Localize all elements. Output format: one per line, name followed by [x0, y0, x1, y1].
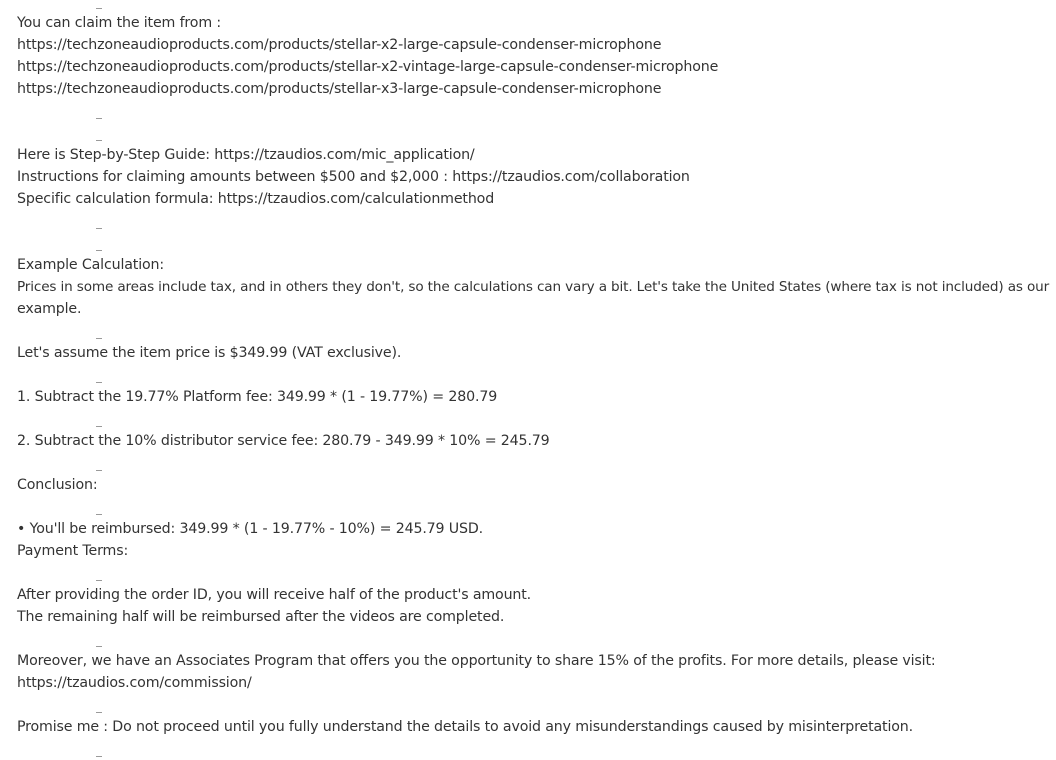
example-step2: 2. Subtract the 10% distributor service fee: 280.79 - 349.99 * 10% = 245.79 [17, 433, 550, 449]
conclusion-result: • You'll be reimbursed: 349.99 * (1 - 19.77% - 10%) = 245.79 USD. [17, 521, 484, 537]
payment-line2: The remaining half will be reimbursed after the videos are completed. [17, 609, 505, 625]
separator-mark [96, 382, 102, 383]
formula-line[interactable]: Specific calculation formula: https://tzaudios.com/calculationmethod [17, 191, 495, 207]
example-heading: Example Calculation: [17, 257, 164, 273]
commission-link[interactable]: https://tzaudios.com/commission/ [17, 675, 252, 691]
separator-mark [96, 756, 102, 757]
separator-mark [96, 118, 102, 119]
separator-mark [96, 646, 102, 647]
separator-mark [96, 140, 102, 141]
payment-heading: Payment Terms: [17, 543, 129, 559]
step-guide-line[interactable]: Here is Step-by-Step Guide: https://tzaudios.com/mic_application/ [17, 147, 475, 163]
example-note-line2: example. [17, 301, 82, 317]
separator-mark [96, 712, 102, 713]
claim-intro: You can claim the item from : [17, 15, 221, 31]
conclusion-heading: Conclusion: [17, 477, 98, 493]
example-step1: 1. Subtract the 19.77% Platform fee: 349.99 * (1 - 19.77%) = 280.79 [17, 389, 498, 405]
separator-mark [96, 8, 102, 9]
separator-mark [96, 228, 102, 229]
product-link-x2-vintage[interactable]: https://techzoneaudioproducts.com/products/stellar-x2-vintage-large-capsule-condenser-microphone [17, 59, 719, 75]
associates-line1: Moreover, we have an Associates Program that offers you the opportunity to share 15% of the profits. For more details, please visit: [17, 653, 936, 669]
separator-mark [96, 580, 102, 581]
separator-mark [96, 514, 102, 515]
payment-line1: After providing the order ID, you will receive half of the product's amount. [17, 587, 532, 603]
example-assumption: Let's assume the item price is $349.99 (VAT exclusive). [17, 345, 402, 361]
product-link-x3[interactable]: https://techzoneaudioproducts.com/products/stellar-x3-large-capsule-condenser-microphone [17, 81, 662, 97]
promise-line: Promise me : Do not proceed until you fully understand the details to avoid any misunderstandings caused by misinterpretation. [17, 719, 913, 735]
separator-mark [96, 338, 102, 339]
example-note-line1: Prices in some areas include tax, and in others they don't, so the calculations can vary a bit. Let's take the United States (where tax is not included) as our [17, 279, 1050, 295]
separator-mark [96, 470, 102, 471]
separator-mark [96, 250, 102, 251]
product-link-x2[interactable]: https://techzoneaudioproducts.com/products/stellar-x2-large-capsule-condenser-microphone [17, 37, 662, 53]
instructions-line[interactable]: Instructions for claiming amounts between $500 and $2,000 : https://tzaudios.com/collaboration [17, 169, 690, 185]
separator-mark [96, 426, 102, 427]
